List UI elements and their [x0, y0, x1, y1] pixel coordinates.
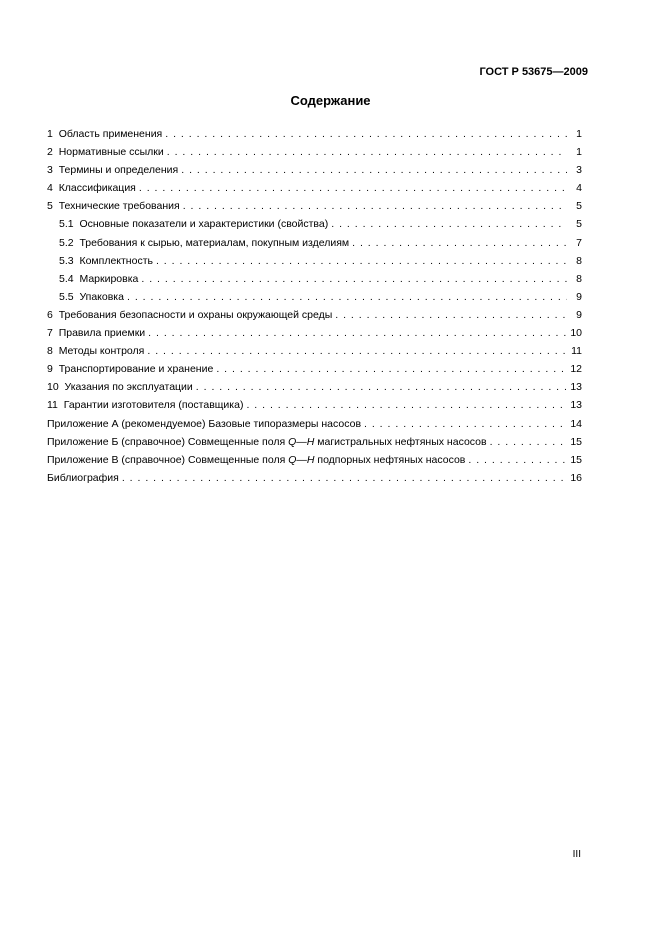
toc-subentry[interactable]: 5.3 Комплектность . . . 8	[47, 252, 582, 270]
toc-appendix-a[interactable]: Приложение А (рекомендуемое) Базовые типоразмеры насосов . . . 14	[47, 415, 582, 433]
toc-subentry[interactable]: 5.5 Упаковка . . . 9	[47, 288, 582, 306]
toc-entry[interactable]: 1 Область применения . . . 1	[47, 125, 582, 143]
toc-entry[interactable]: 8 Методы контроля . . . 11	[47, 342, 582, 360]
toc-entry[interactable]: 4 Классификация . . . 4	[47, 179, 582, 197]
toc-appendix-c[interactable]: Приложение В (справочное) Совмещенные поля Q—H подпорных нефтяных насосов . . . 15	[47, 451, 582, 469]
toc-entry[interactable]: 3 Термины и определения . . . 3	[47, 161, 582, 179]
page-title: Содержание	[290, 93, 371, 108]
toc-subentry[interactable]: 5.1 Основные показатели и характеристики (свойства) . . . 5	[47, 215, 582, 233]
toc-entry[interactable]: 10 Указания по эксплуатации . . . 13	[47, 378, 582, 396]
toc-subentry[interactable]: 5.4 Маркировка . . . 8	[47, 270, 582, 288]
table-of-contents	[47, 125, 582, 487]
toc-entry[interactable]: 2 Нормативные ссылки . . . 1	[47, 143, 582, 161]
toc-bibliography[interactable]: Библиография . . . 16	[47, 469, 582, 487]
toc-appendix-b[interactable]: Приложение Б (справочное) Совмещенные поля Q—H магистральных нефтяных насосов . . . 15	[47, 433, 582, 451]
toc-entry[interactable]: 9 Транспортирование и хранение . . . 12	[47, 360, 582, 378]
toc-entry[interactable]: 7 Правила приемки . . . 10	[47, 324, 582, 342]
standard-code: ГОСТ Р 53675—2009	[479, 66, 588, 78]
toc-subentry[interactable]: 5.2 Требования к сырью, материалам, покупным изделиям . . . 7	[47, 234, 582, 252]
toc-entry[interactable]: 6 Требования безопасности и охраны окружающей среды . . . 9	[47, 306, 582, 324]
toc-entry[interactable]: 5 Технические требования . . . 5	[47, 197, 582, 215]
page-number: III	[572, 849, 581, 860]
toc-entry[interactable]: 11 Гарантии изготовителя (поставщика) . . . 13	[47, 396, 582, 414]
